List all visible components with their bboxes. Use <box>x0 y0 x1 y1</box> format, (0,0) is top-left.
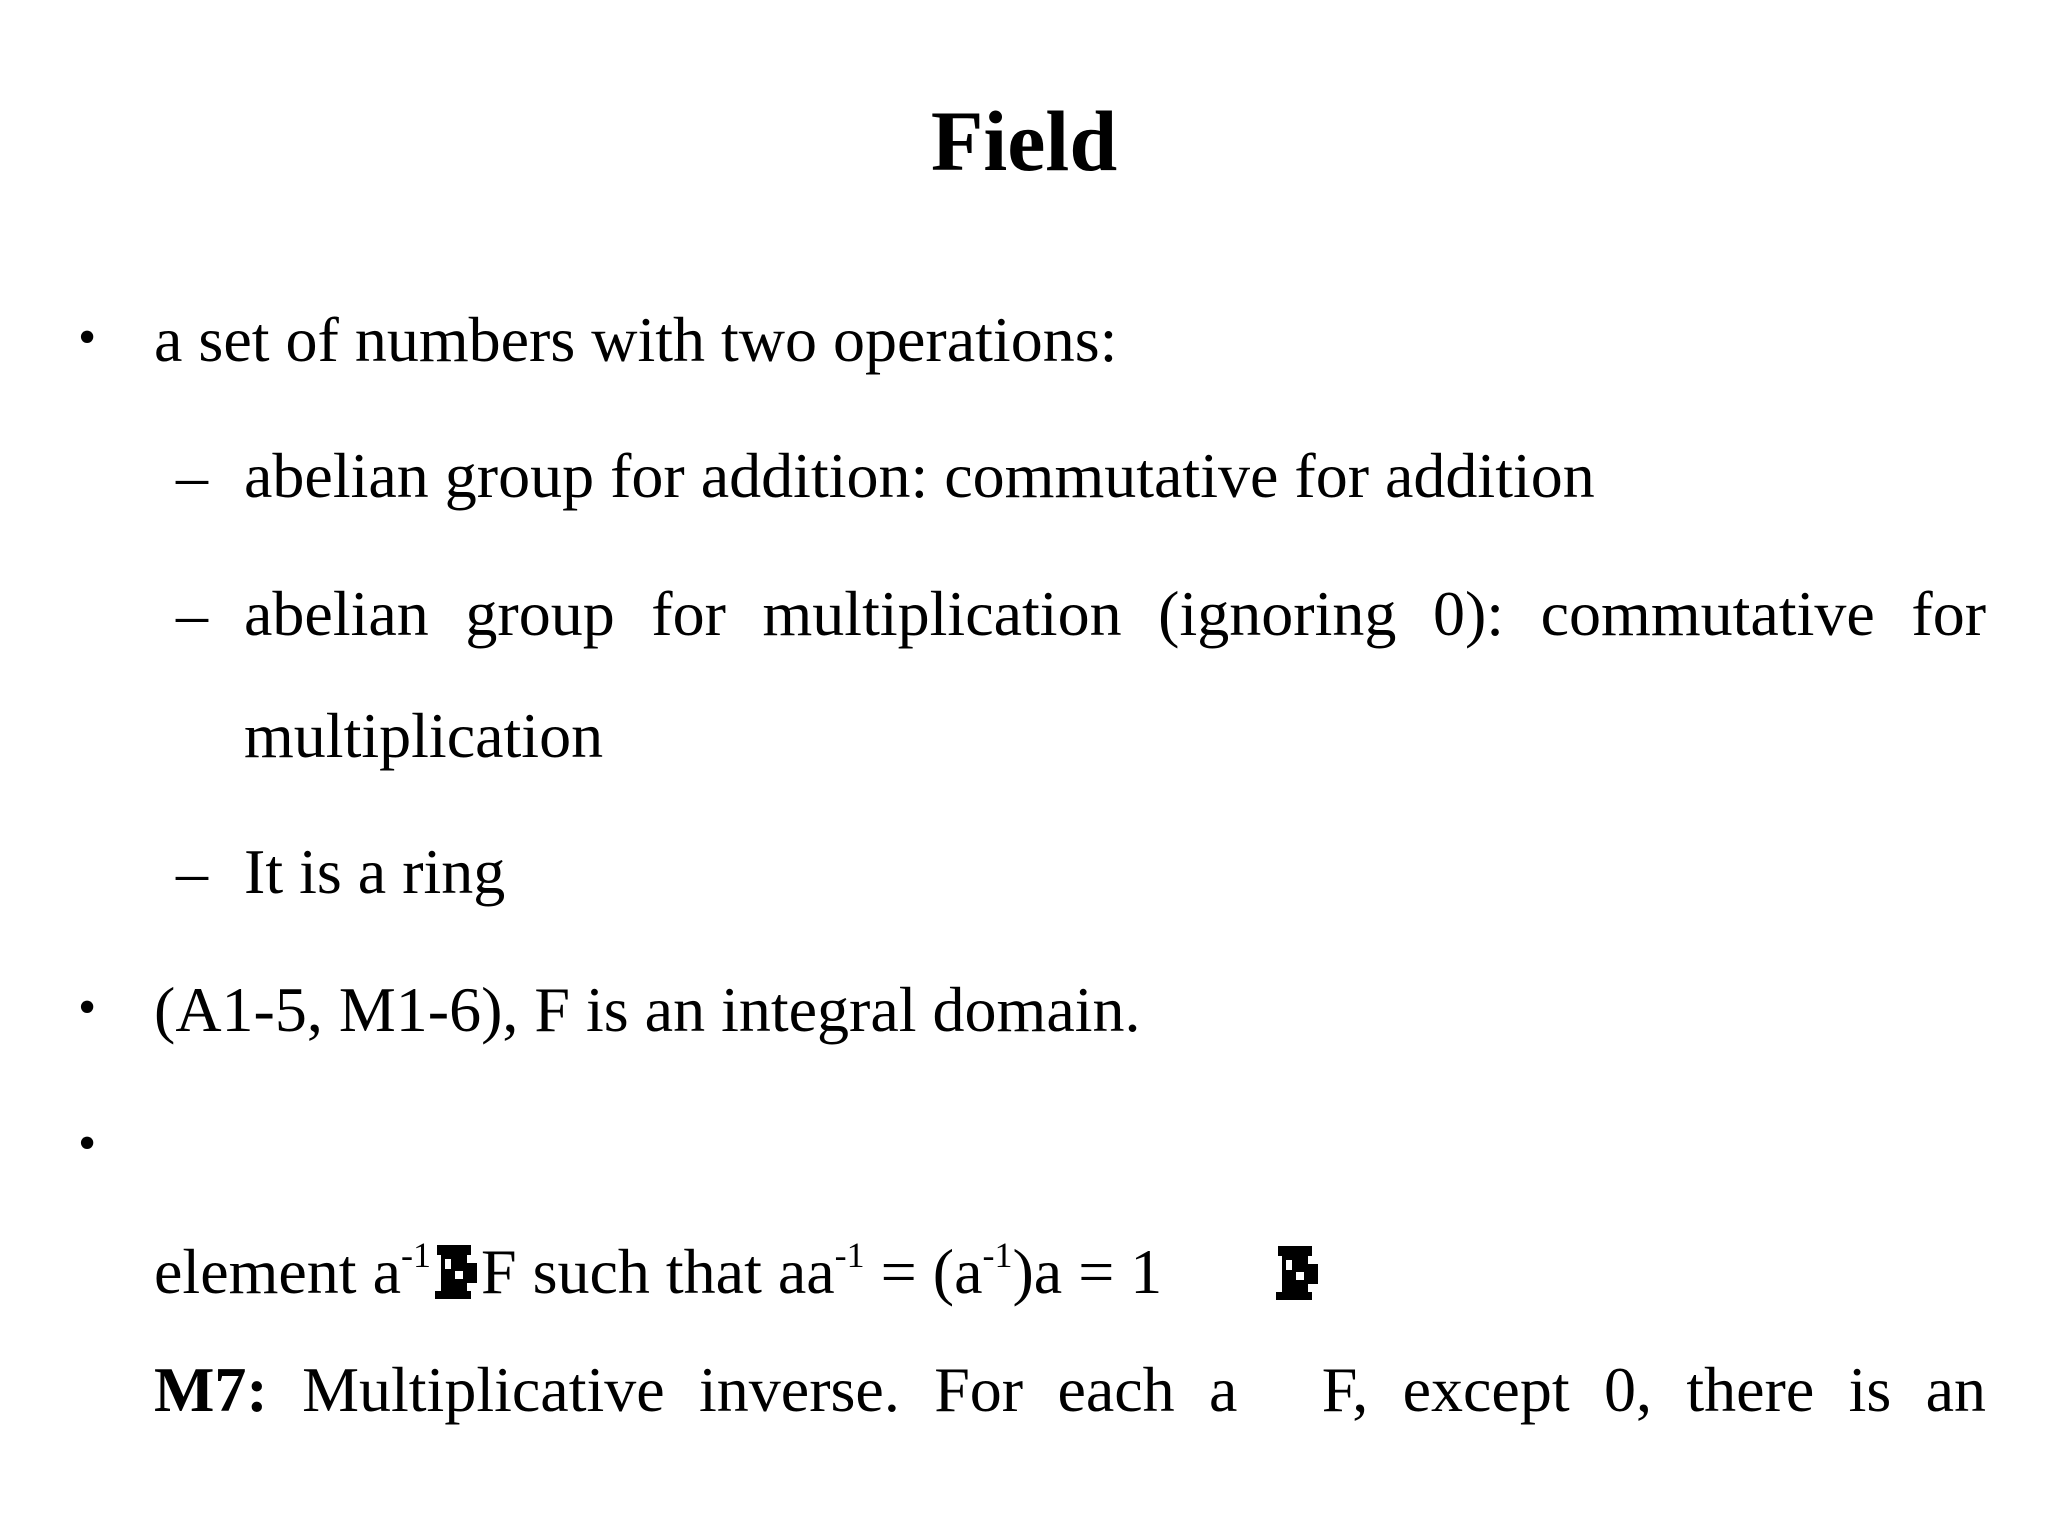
slide-title: Field <box>930 93 1118 189</box>
superscript-minus-one: -1 <box>834 1235 865 1275</box>
element-of-icon <box>1272 1114 1322 1174</box>
element-of-icon <box>431 1241 481 1301</box>
superscript-minus-one: -1 <box>400 1235 431 1275</box>
element-of-glyph-svg <box>431 1241 481 1301</box>
sub-bullet-2-line-1: abelian group for multiplication (ignoring 0): commutative for <box>244 578 1986 649</box>
element-of-glyph-svg <box>1272 1242 1322 1302</box>
sub-bullet-3-text: It is a ring <box>244 836 506 907</box>
bullet-2-text: (A1-5, M1-6), F is an integral domain. <box>154 974 1141 1045</box>
bullet-3-line-2-b: F such that aa <box>480 1236 835 1307</box>
bullet-3-line-1-a: Multiplicative inverse. For each a <box>302 1354 1238 1425</box>
sub-bullet-2-line-2: multiplication <box>244 700 604 771</box>
m7-label: M7: <box>154 1354 268 1425</box>
bullet-dot: • <box>78 1115 97 1172</box>
bullet-1-text: a set of numbers with two operations: <box>154 304 1118 375</box>
bullet-3-line-2 <box>154 1235 1163 1307</box>
bullet-3-line-1-b: F, except 0, there is an <box>1321 1354 1987 1425</box>
dash-marker: – <box>176 578 208 649</box>
sub-bullet-1-text: abelian group for addition: commutative for addition <box>244 440 1595 511</box>
bullet-3-line-2-a: element a <box>154 1236 401 1307</box>
bullet-3-line-2-c: = (a <box>864 1236 983 1307</box>
superscript-minus-one: -1 <box>982 1235 1013 1275</box>
bullet-3-line-2-d: )a = 1 <box>1012 1236 1163 1307</box>
dash-marker: – <box>176 440 208 511</box>
dash-marker: – <box>176 836 208 907</box>
bullet-dot: • <box>78 979 97 1036</box>
bullet-dot: • <box>78 309 97 366</box>
